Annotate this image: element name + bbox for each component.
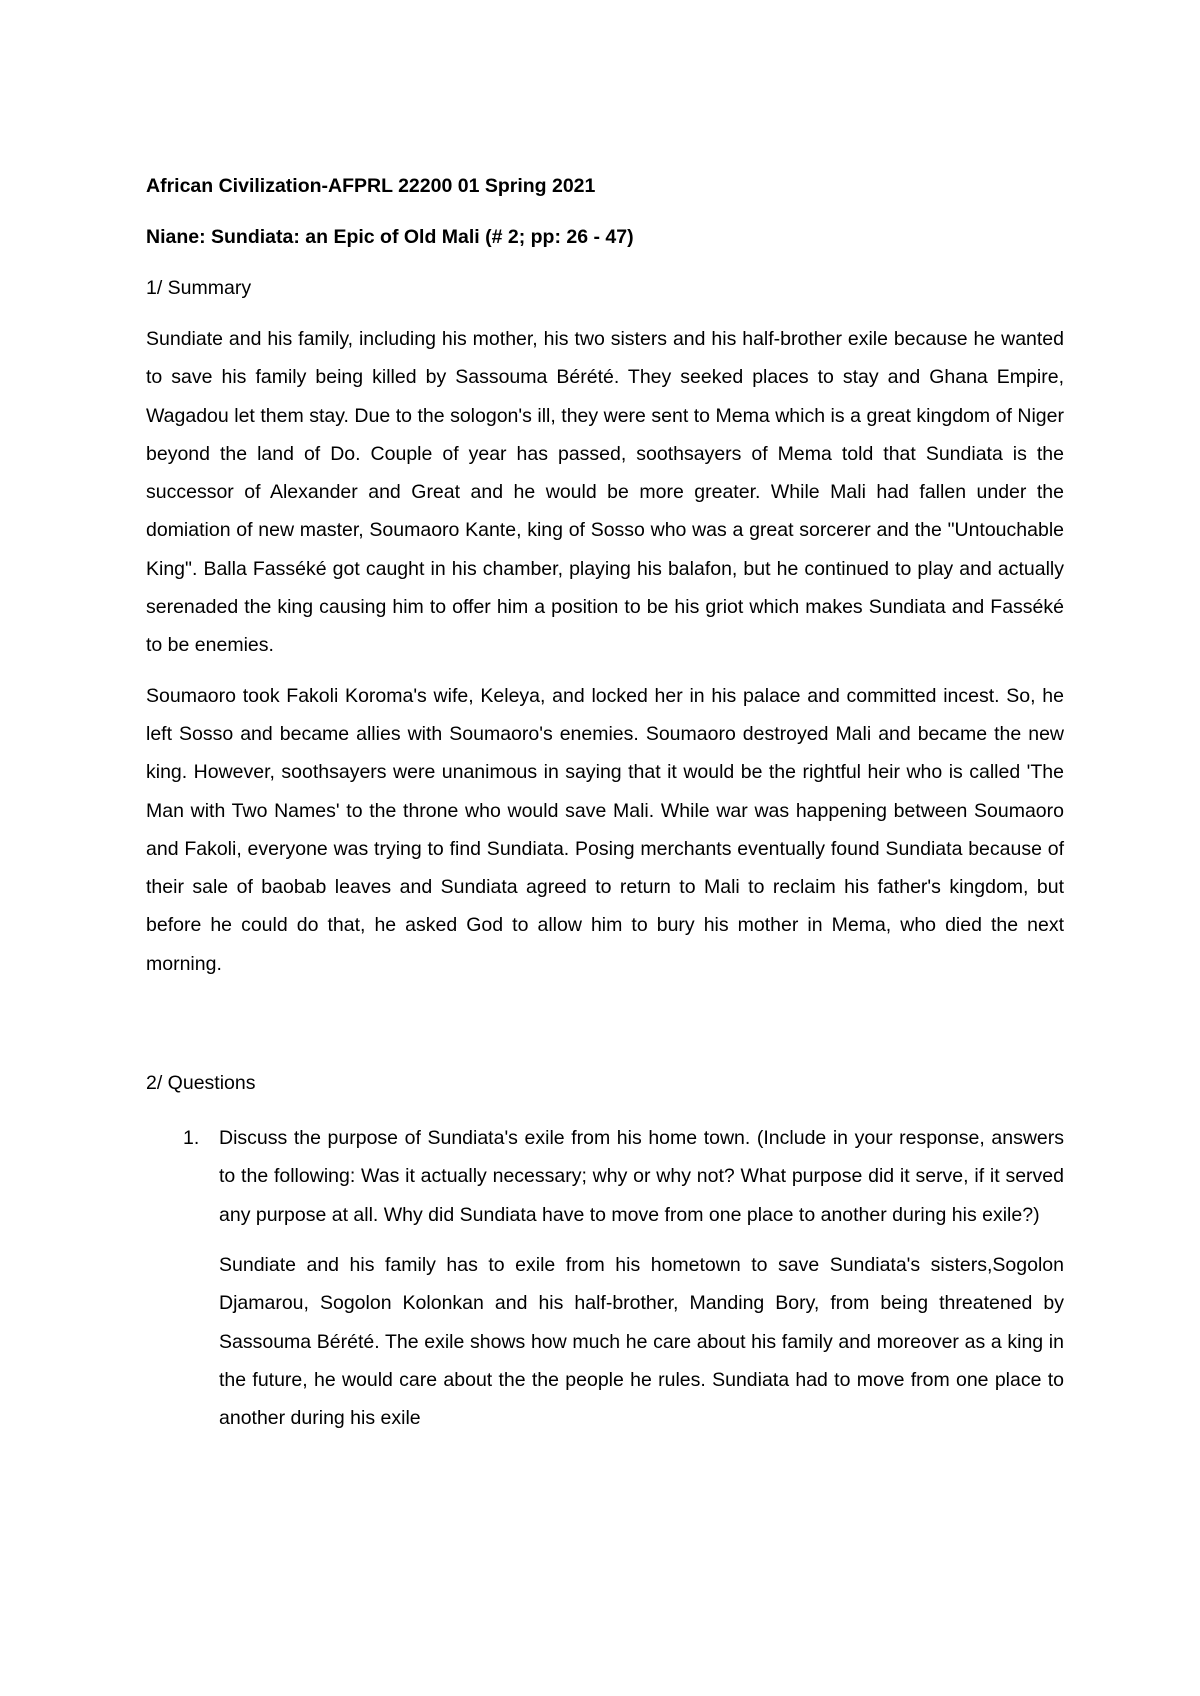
answer-text: Sundiate and his family has to exile from his hometown to save Sundiata's sisters,Sogolon Djamarou, Sogolon Kolonkan and his half-brother, Manding Bory, from being threatened by Sassouma Bérété. The exile shows how much he care about his family and moreover as a king in the future, he would care about the the people he rules. Sundiata had to move from one place to another during his exile — [219, 1253, 1064, 1430]
question-item — [146, 1119, 1064, 1437]
course-title: African Civilization-AFPRL 22200 01 Spring 2021 — [146, 175, 596, 197]
question-number: 1. — [183, 1127, 200, 1150]
document-page — [146, 170, 1064, 1437]
questions-heading: 2/ Questions — [146, 1072, 256, 1095]
summary-heading: 1/ Summary — [146, 277, 252, 299]
question-text: Discuss the purpose of Sundiata's exile from his home town. (Include in your response, answers to the following: Was it actually necessary; why or why not? What purpose did it serve, if it served any purpose at all. Why did Sundiata have to move from one place to another during his exile?) — [219, 1127, 1064, 1226]
question-list — [146, 1119, 1064, 1437]
reading-title: Niane: Sundiata: an Epic of Old Mali (# 2; pp: 26 - 47) — [146, 226, 634, 248]
summary-paragraph-2: Soumaoro took Fakoli Koroma's wife, Keleya, and locked her in his palace and committed incest. So, he left Sosso and became allies with Soumaoro's enemies. Soumaoro destroyed Mali and became the new king. However, soothsayers were unanimous in saying that it would be the rightful heir who is called 'The Man with Two Names' to the throne who would save Mali. While war was happening between Soumaoro and Fakoli, everyone was trying to find Sundiata. Posing merchants eventually found Sundiata because of their sale of baobab leaves and Sundiata agreed to return to Mali to reclaim his father's kingdom, but before he could do that, he asked God to allow him to bury his mother in Mema, who died the next morning. — [146, 684, 1064, 975]
summary-paragraph-1: Sundiate and his family, including his mother, his two sisters and his half-brother exile because he wanted to save his family being killed by Sassouma Bérété. They seeked places to stay and Ghana Empire, Wagadou let them stay. Due to the sologon's ill, they were sent to Mema which is a great kingdom of Niger beyond the land of Do. Couple of year has passed, soothsayers of Mema told that Sundiata is the successor of Alexander and Great and he would be more greater. While Mali had fallen under the domiation of new master, Soumaoro Kante, king of Sosso who was a great sorcerer and the "Untouchable King". Balla Fasséké got caught in his chamber, playing his balafon, but he continued to play and actually serenaded the king causing him to offer him a position to be his griot which makes Sundiata and Fasséké to be enemies. — [146, 328, 1064, 657]
